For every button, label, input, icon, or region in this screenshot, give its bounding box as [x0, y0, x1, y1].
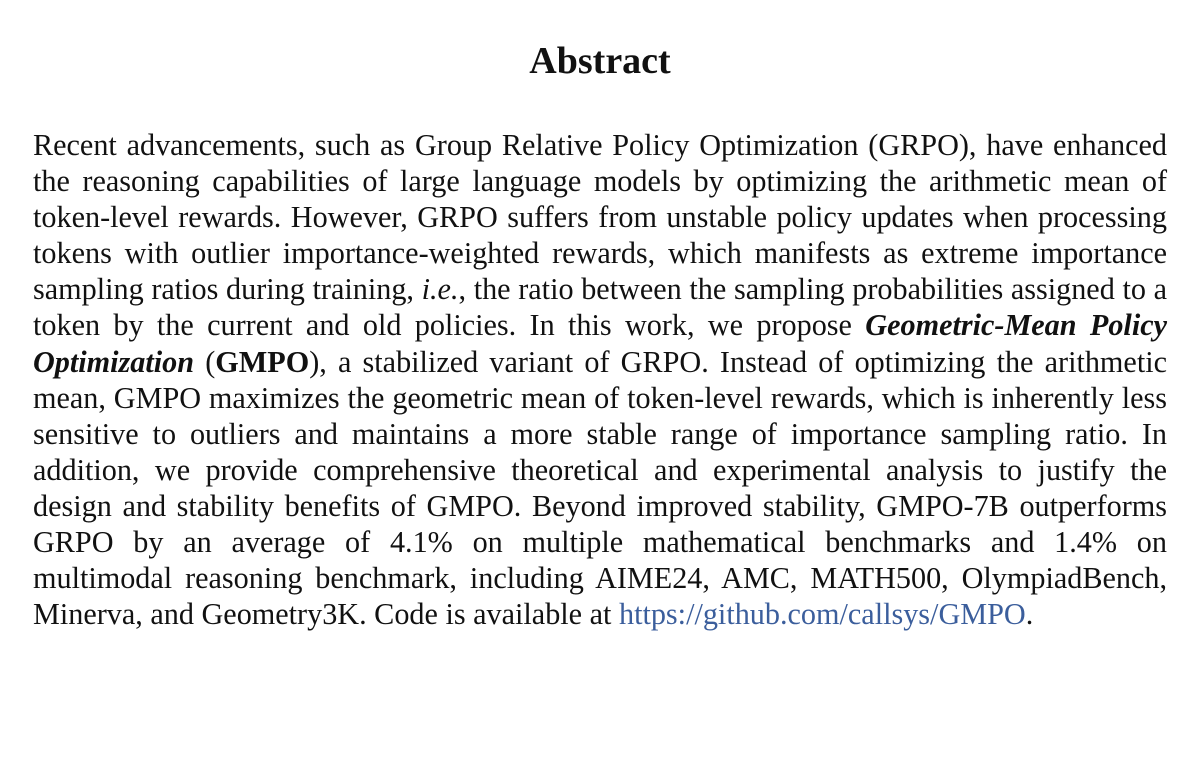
- code-link[interactable]: https://github.com/callsys/GMPO: [618, 597, 1026, 632]
- abstract-text-end: .: [1025, 597, 1034, 632]
- method-name: Geometric-Mean Policy Optimization: [33, 308, 1167, 379]
- abstract-body: [33, 127, 1167, 632]
- abstract-text-ratio: , the ratio between the sampling probabilities assigned to a token by the current and old policies. In this work, we propose: [33, 272, 1167, 343]
- abstract-text-main: ), a stabilized variant of GRPO. Instead of optimizing the arithmetic mean, GMPO maximizes the geometric mean of token-level rewards, which is inherently less sensitive to outliers and maintains a more stable range of importance sampling ratio. In addition, we provide comprehensive theoretical and experimental analysis to justify the design and stability benefits of GMPO. Beyond improved stability, GMPO-7B outperforms GRPO by an average of 4.1% on multiple mathematical benchmarks and 1.4% on multimodal reasoning benchmark, including AIME24, AMC, MATH500, OlympiadBench, Minerva, and Geometry3K. Code is available at: [33, 344, 1167, 632]
- abstract-text-paren: (: [194, 344, 216, 379]
- method-acronym: GMPO: [215, 344, 310, 379]
- abstract-text-intro: Recent advancements, such as Group Relative Policy Optimization (GRPO), have enhanced the reasoning capabilities of large language models by optimizing the arithmetic mean of token-level rewards. However, GRPO suffers from unstable policy updates when processing tokens with outlier importance-weighted rewards, which manifests as extreme importance sampling ratios during training,: [33, 128, 1167, 307]
- abstract-title: Abstract: [529, 40, 671, 82]
- ie-abbreviation: i.e.: [421, 272, 459, 307]
